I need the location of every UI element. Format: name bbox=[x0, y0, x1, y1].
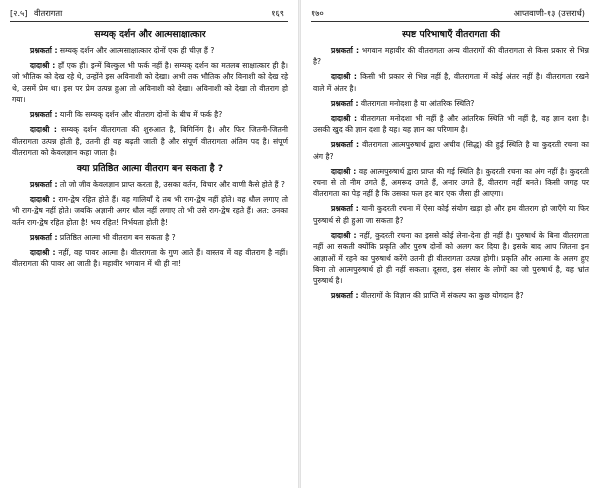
dialogue-paragraph bbox=[12, 45, 288, 56]
speaker-label: दादाश्री : bbox=[30, 195, 56, 205]
section-number: [२.५] bbox=[10, 8, 28, 18]
header-rule bbox=[10, 21, 288, 22]
running-head-right bbox=[311, 6, 589, 20]
dialogue-paragraph bbox=[12, 60, 288, 106]
dialogue-paragraph bbox=[313, 230, 589, 287]
dialogue-paragraph bbox=[12, 194, 288, 228]
speaker-label: प्रश्नकर्ता : bbox=[331, 204, 359, 214]
page-text bbox=[313, 25, 589, 484]
dialogue-paragraph bbox=[313, 139, 589, 162]
paragraph-text: प्रतिष्ठित आत्मा भी वीतराग बन सकता है ? bbox=[57, 232, 176, 242]
speaker-label: दादाश्री : bbox=[331, 230, 357, 240]
page-text bbox=[12, 25, 288, 484]
paragraph-text: सम्यक् दर्शन और आत्मसाक्षात्कार दोनों एक ही चीज़ हैं ? bbox=[57, 46, 215, 55]
speaker-label: दादाश्री : bbox=[30, 61, 56, 70]
paragraph-text: तो जो जीव केवलज्ञान प्राप्त करता है, उसका वर्तन, विचार और वाणी कैसे होते हैं ? bbox=[57, 180, 285, 190]
section-heading: स्पष्ट परिभाषाएँ वीतरागता की bbox=[402, 29, 500, 40]
speaker-label: दादाश्री : bbox=[30, 125, 57, 135]
dialogue-paragraph bbox=[313, 71, 589, 94]
speaker-label: प्रश्नकर्ता : bbox=[30, 180, 58, 190]
speaker-label: दादाश्री : bbox=[331, 113, 358, 123]
dialogue-paragraph bbox=[313, 203, 589, 226]
paragraph-text: वीतरागों के विज्ञान की प्राप्ति में संकल्प का कुछ योगदान है? bbox=[358, 291, 524, 301]
speaker-label: प्रश्नकर्ता : bbox=[331, 291, 359, 301]
paragraph-text: यानी कि सम्यक् दर्शन और वीतराग दोनों के बीच में फर्क है? bbox=[57, 110, 223, 120]
right-page bbox=[305, 0, 595, 488]
header-rule bbox=[311, 21, 589, 22]
page-number: १६९ bbox=[271, 8, 284, 18]
speaker-label: प्रश्नकर्ता : bbox=[331, 140, 360, 150]
running-head-left bbox=[10, 6, 288, 20]
paragraph-text: यानी कुदरती रचना में ऐसा कोई संयोग खड़ा हो और हम वीतराग हो जाएँगे या फिर पुरुषार्थ से ही हुआ जा सकता है? bbox=[313, 204, 589, 225]
paragraph-text: वह आत्मपुरुषार्थ द्वारा प्राप्त की गई स्थिति है। कुदरती रचना का अंग नहीं है। कुदरती रचना से तो नीम उगते हैं, अमरूद उगते हैं, अनार उगते हैं, वीतराग नहीं बनते। किसी जगह पर वीतरागता का पेड़ नहीं है कि उसका फल हर बार एक जैसा ही आएगा। bbox=[313, 166, 589, 199]
dialogue-paragraph bbox=[313, 166, 589, 200]
dialogue-paragraph bbox=[12, 124, 288, 158]
paragraph-text: हाँ एक ही। इन्में बिल्कुल भी फर्क नहीं है। सम्यक् दर्शन का मतलब साक्षात्कार ही है। जो भौतिक को देख रहे थे, उन्होंने इस अविनाशी को देखा। अभी तक भौतिक और विनाशी को देख रहे थे, उसमें प्रेम था। इस पर प्रेम उत्पन्न हुआ तो अविनाशी को देखा। अविनाशी को देखा तो वीतराग हो गया। bbox=[12, 61, 289, 105]
dialogue-paragraph bbox=[12, 179, 288, 190]
dialogue-paragraph bbox=[313, 113, 589, 136]
dialogue-paragraph bbox=[313, 45, 589, 68]
section-heading: क्या प्रतिष्ठित आत्मा वीतराग बन सकता है ? bbox=[76, 163, 224, 175]
dialogue-paragraph bbox=[12, 232, 288, 243]
speaker-label: प्रश्नकर्ता : bbox=[331, 98, 359, 108]
paragraph-text: वीतरागता आत्मपुरुषार्थ द्वारा अचीव (सिद्ध) की हुई स्थिति है या कुदरती रचना का अंग है? bbox=[313, 140, 589, 161]
paragraph-text: नहीं, वह पावर आत्मा है। वीतरागता के गुण आते हैं। वास्तव में वह वीतराग है नहीं। वीतरागता की पावर आ जाती है। महावीर भगवान में थी ही ना! bbox=[12, 247, 288, 269]
paragraph-text: नहीं, कुदरती रचना का इससे कोई लेना-देना ही नहीं है। पुरुषार्थ के बिना वीतरागता नहीं आ सकती क्योंकि प्रकृति और पुरुष दोनों को अलग कर दिया है। इसके बाद आप जितना इन आज्ञाओं में रहने का पुरुषार्थ करेंगे उतनी ही वीतरागता उत्पन्न होगी। प्रकृति और आत्मा के अलग हुए बिना तो आत्मपुरुषार्थ हो ही नहीं सकता। दूसरा, इस संसार के लोगों का जो पुरुषार्थ है, वह भ्रांत पुरुषार्थ है। bbox=[313, 230, 590, 286]
dialogue-paragraph bbox=[313, 290, 589, 301]
paragraph-text: भगवान महावीर की वीतरागता अन्य वीतरागों की वीतरागता से किस प्रकार से भिन्न है? bbox=[313, 46, 589, 67]
speaker-label: दादाश्री : bbox=[331, 72, 357, 82]
left-page bbox=[4, 0, 294, 488]
chapter-title: वीतरागता bbox=[34, 8, 63, 18]
book-title: आप्तवाणी-१३ (उत्तरार्ध) bbox=[513, 8, 585, 18]
paragraph-text: किसी भी प्रकार से भिन्न नहीं है, वीतरागता में कोई अंतर नहीं है। वीतरागता रखने वाले में अंतर है। bbox=[313, 72, 589, 93]
speaker-label: प्रश्नकर्ता : bbox=[331, 46, 359, 55]
speaker-label: प्रश्नकर्ता : bbox=[30, 232, 58, 242]
section-heading: सम्यक् दर्शन और आत्मसाक्षात्कार bbox=[94, 29, 206, 40]
speaker-label: प्रश्नकर्ता : bbox=[30, 46, 58, 55]
dialogue-paragraph bbox=[12, 109, 288, 120]
page-gutter bbox=[298, 0, 301, 488]
paragraph-text: राग-द्वेष रहित होते हैं। वह गालियाँ दे तब भी राग-द्वेष नहीं होते। वह धौल लगाए तो भी राग-द्वेष नहीं होते। जबकि अज्ञानी अगर धौल नहीं लगाए तो भी उसे राग-द्वेष रहते हैं। अत: उनका वर्तन राग-द्वेष रहित होता है! भय रहित! निर्भयता होती है! bbox=[12, 195, 288, 227]
dialogue-paragraph bbox=[12, 247, 288, 270]
paragraph-text: वीतरागता मनोदशा भी नहीं है और आंतरिक स्थिति भी नहीं है, वह ज्ञान दशा है। उसकी खुद की ज्ञान दशा है यह। यह ज्ञान का परिणाम है। bbox=[313, 113, 589, 135]
speaker-label: दादाश्री : bbox=[331, 166, 357, 176]
page-number: १७० bbox=[311, 8, 324, 18]
paragraph-text: सम्यक् दर्शन वीतरागता की शुरुआत है, बिगिनिंग है। और फिर जितनी-जितनी वीतरागता उत्पन्न होती है, उतनी ही वह बढ़ती जाती है और संपूर्ण वीतरागता अंतिम पद है। संपूर्ण वीतरागता को केवलज्ञान कहा जाता है। bbox=[12, 125, 288, 158]
speaker-label: प्रश्नकर्ता : bbox=[30, 110, 58, 120]
dialogue-paragraph bbox=[313, 98, 589, 109]
paragraph-text: वीतरागता मनोदशा है या आंतरिक स्थिति? bbox=[358, 98, 475, 108]
speaker-label: दादाश्री : bbox=[30, 247, 56, 257]
